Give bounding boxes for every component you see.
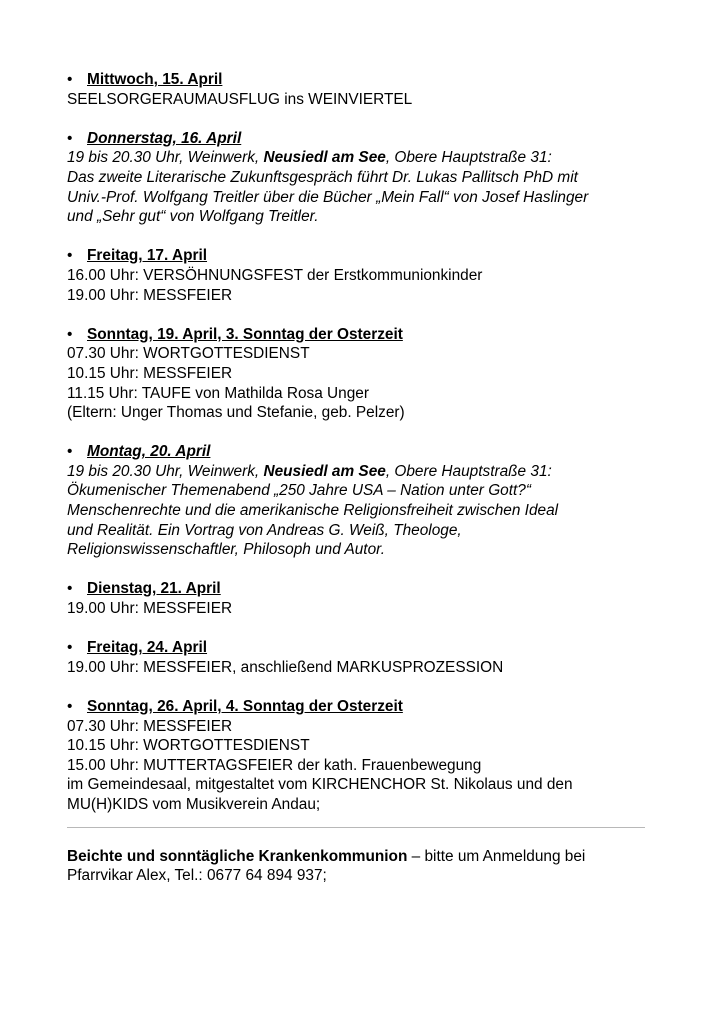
entry-heading [67, 442, 667, 462]
entry-line: 19.00 Uhr: MESSFEIER [67, 286, 233, 304]
time-venue-text: 19 bis 20.30 Uhr, Weinwerk, [67, 462, 264, 480]
entry-line: Univ.-Prof. Wolfgang Treitler über die Bücher „Mein Fall“ von Josef Haslinger [67, 188, 589, 206]
bullet-icon: • [67, 247, 73, 265]
entry-heading-text: Freitag, 24. April [87, 639, 208, 657]
entry-heading-text: Montag, 20. April [87, 443, 211, 461]
entry-line: 15.00 Uhr: MUTTERTAGSFEIER der kath. Frauenbewegung [67, 756, 482, 774]
entry-line: 11.15 Uhr: TAUFE von Mathilda Rosa Unger [67, 384, 369, 402]
entry-freitag-24-april [67, 638, 667, 677]
entry-line: Menschenrechte und die amerikanische Religionsfreiheit zwischen Ideal [67, 502, 559, 520]
entry-heading-text: Sonntag, 26. April, 4. Sonntag der Osterzeit [87, 698, 403, 715]
entry-heading [67, 70, 667, 90]
entry-line: 19.00 Uhr: MESSFEIER [67, 600, 233, 618]
entry-location-line [67, 462, 667, 482]
entry-donnerstag-16-april [67, 129, 667, 227]
entry-heading-text: Dienstag, 21. April [87, 580, 221, 598]
entry-heading [67, 638, 667, 658]
bullet-icon: • [67, 129, 73, 147]
footer-note [67, 847, 667, 886]
entry-heading-text: Mittwoch, 15. April [87, 71, 223, 88]
footer-contact: Pfarrvikar Alex, Tel.: 0677 64 894 937; [67, 867, 327, 885]
footer-line [67, 847, 667, 867]
entry-line: (Eltern: Unger Thomas und Stefanie, geb. Pelzer) [67, 404, 405, 422]
bullet-icon: • [67, 580, 73, 598]
entry-freitag-17-april [67, 246, 667, 305]
location-name: Neusiedl am See [263, 462, 386, 480]
entry-mittwoch-15-april [67, 70, 667, 109]
address-text: , Obere Hauptstraße 31: [385, 149, 552, 167]
entry-line: MU(H)KIDS vom Musikverein Andau; [67, 795, 321, 813]
entry-dienstag-21-april [67, 579, 667, 618]
entry-line: und Realität. Ein Vortrag von Andreas G. Weiß, Theologe, [67, 521, 462, 539]
entry-montag-20-april [67, 442, 667, 560]
entry-line: Ökumenischer Themenabend „250 Jahre USA – Nation unter Gott?“ [67, 482, 531, 500]
entry-location-line [67, 148, 667, 168]
entry-line: 07.30 Uhr: MESSFEIER [67, 717, 233, 735]
entry-sonntag-19-april [67, 325, 667, 423]
entry-line: 10.15 Uhr: MESSFEIER [67, 364, 233, 382]
entry-line: SEELSORGERAUMAUSFLUG ins WEINVIERTEL [67, 90, 413, 108]
bullet-icon: • [67, 325, 73, 343]
location-name: Neusiedl am See [263, 149, 386, 167]
entry-heading [67, 129, 667, 149]
time-venue-text: 19 bis 20.30 Uhr, Weinwerk, [67, 149, 264, 167]
entry-heading [67, 697, 667, 717]
entry-line: Das zweite Literarische Zukunftsgespräch führt Dr. Lukas Pallitsch PhD mit [67, 168, 578, 186]
address-text: , Obere Hauptstraße 31: [385, 462, 552, 480]
bullet-icon: • [67, 71, 73, 88]
entry-line: 16.00 Uhr: VERSÖHNUNGSFEST der Erstkommunionkinder [67, 266, 483, 284]
entry-line: 07.30 Uhr: WORTGOTTESDIENST [67, 345, 310, 363]
entry-heading [67, 579, 667, 599]
footer-bold-text: Beichte und sonntägliche Krankenkommunion [67, 847, 408, 865]
entry-line: Religionswissenschaftler, Philosoph und Autor. [67, 541, 385, 559]
entry-line: und „Sehr gut“ von Wolfgang Treitler. [67, 208, 319, 226]
entry-heading [67, 246, 667, 266]
entry-heading [67, 325, 667, 345]
entry-line: 10.15 Uhr: WORTGOTTESDIENST [67, 737, 310, 755]
entry-line: 19.00 Uhr: MESSFEIER, anschließend MARKUSPROZESSION [67, 658, 504, 676]
entry-heading-text: Sonntag, 19. April, 3. Sonntag der Osterzeit [87, 325, 403, 343]
entry-heading-text: Freitag, 17. April [87, 247, 208, 265]
entry-heading-text: Donnerstag, 16. April [87, 129, 242, 147]
bullet-icon: • [67, 639, 73, 657]
announcement-page [67, 70, 667, 886]
separator-line [67, 827, 645, 828]
entry-line: im Gemeindesaal, mitgestaltet vom KIRCHENCHOR St. Nikolaus und den [67, 776, 573, 794]
bullet-icon: • [67, 443, 73, 461]
footer-rest-text: – bitte um Anmeldung bei [407, 847, 586, 865]
entry-sonntag-26-april [67, 697, 667, 815]
bullet-icon: • [67, 698, 73, 715]
